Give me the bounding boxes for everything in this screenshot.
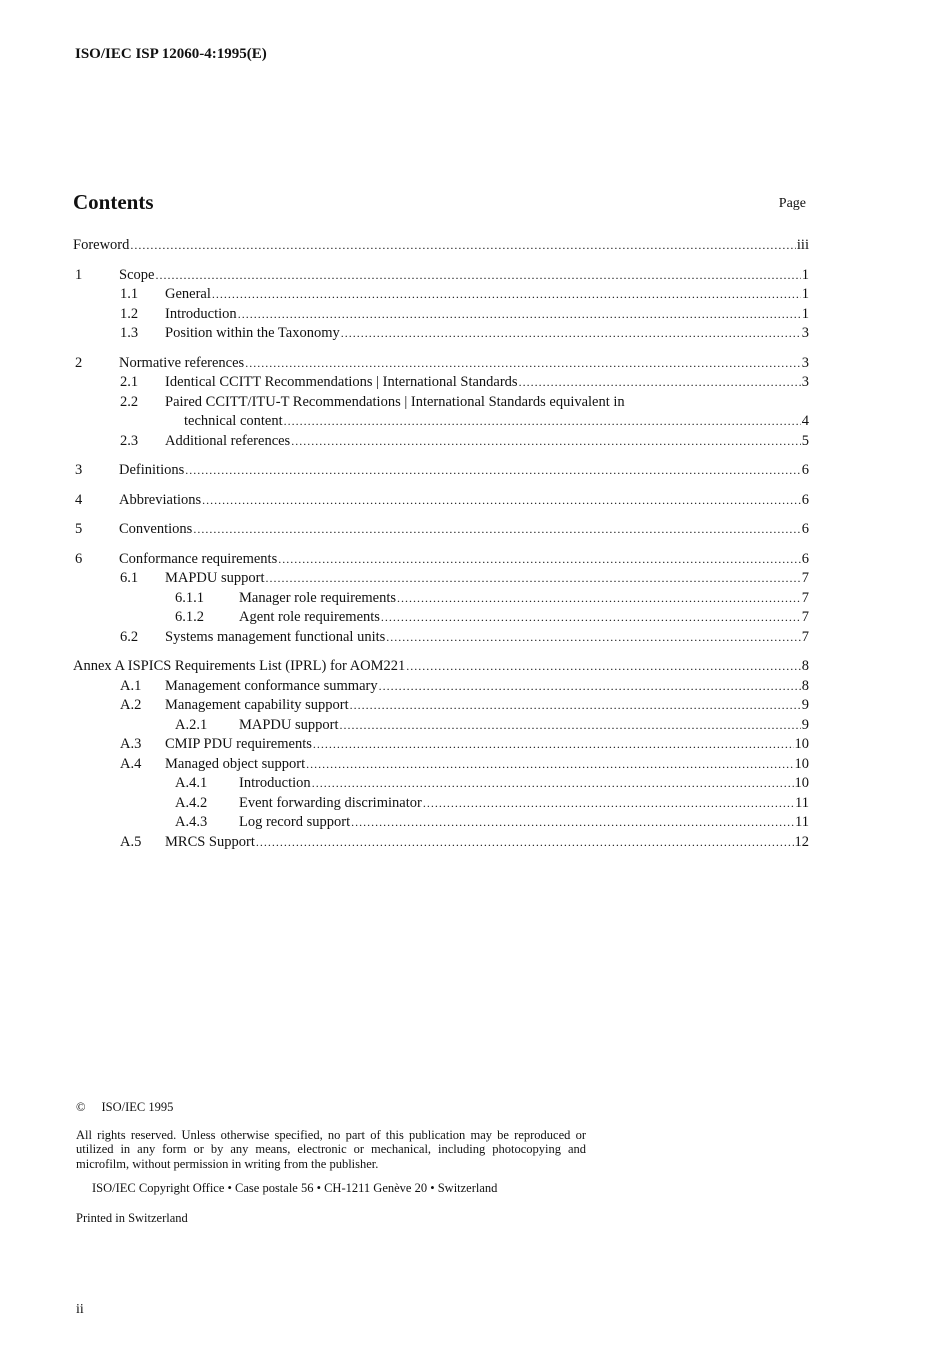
- toc-entry-number: A.2: [120, 697, 142, 713]
- toc-entry-page: 8: [801, 658, 809, 674]
- toc-entry[interactable]: [73, 324, 809, 344]
- toc-entry-number: 2.3: [120, 432, 139, 449]
- toc-entry-page: 3: [801, 325, 809, 341]
- toc-entry-number: A.4: [120, 755, 142, 772]
- toc-entry-page: 5: [801, 432, 809, 449]
- toc-dot-leader: [212, 285, 801, 305]
- toc-entry-page: 11: [795, 794, 809, 811]
- toc-entry[interactable]: [73, 285, 809, 305]
- rights-statement: All rights reserved. Unless otherwise specified, no part of this publication may be reproduced or utilized in any form or by any means, electronic or mechanical, including photocopying and microfilm, without permission in writing from the publisher.: [76, 1127, 586, 1171]
- toc-entry[interactable]: [73, 774, 809, 794]
- toc-entry-number: A.4.1: [175, 775, 208, 791]
- toc-entry-title: Log record support: [239, 814, 351, 830]
- toc-entry[interactable]: [73, 628, 809, 648]
- toc-entry-page: 12: [794, 833, 809, 850]
- toc-entry[interactable]: [73, 813, 809, 833]
- toc-entry-page: 6: [801, 521, 809, 537]
- toc-entry[interactable]: [73, 755, 809, 775]
- toc-dot-leader: [350, 696, 801, 716]
- toc-dot-leader: [312, 774, 794, 794]
- toc-dot-leader: [423, 794, 794, 814]
- toc-dot-leader: [185, 461, 801, 481]
- page-column-label: Page: [778, 196, 806, 211]
- toc-entry-title: Normative references: [119, 354, 245, 371]
- toc-entry-number: 2.2: [120, 393, 139, 410]
- toc-entry[interactable]: [73, 461, 809, 481]
- toc-entry-title: Definitions: [119, 462, 185, 478]
- toc-entry-title: Annex A ISPICS Requirements List (IPRL) for AOM221: [73, 658, 406, 674]
- toc-dot-leader: [193, 520, 800, 540]
- toc-entry-number: 2.1: [120, 374, 139, 390]
- toc-entry-title: Conventions: [119, 521, 193, 537]
- toc-entry-page: 6: [801, 491, 809, 508]
- toc-dot-leader: [238, 305, 801, 325]
- toc-entry-title: Manager role requirements: [239, 589, 397, 606]
- toc-entry-page: 7: [801, 589, 809, 606]
- toc-dot-leader: [256, 833, 794, 853]
- toc-entry-page: 6: [801, 550, 809, 567]
- toc-entry-number: 1.2: [120, 305, 139, 322]
- toc-entry[interactable]: [73, 266, 809, 286]
- toc-entry-title: Managed object support: [165, 755, 306, 772]
- toc-entry[interactable]: [73, 305, 809, 325]
- toc-dot-leader: [341, 324, 801, 344]
- toc-entry-title: Management capability support: [165, 697, 349, 713]
- toc-dot-leader: [266, 569, 801, 589]
- toc-entry[interactable]: [73, 432, 809, 452]
- toc-entry-title: General: [165, 286, 211, 302]
- toc-entry-number: 5: [75, 521, 83, 537]
- toc-dot-leader: [155, 266, 800, 286]
- toc-entry-title: Agent role requirements: [239, 609, 380, 625]
- printed-in: Printed in Switzerland: [76, 1210, 188, 1225]
- toc-entry-title: Position within the Taxonomy: [165, 325, 340, 341]
- toc-entry-title: Introduction: [239, 775, 311, 791]
- toc-entry-page: 9: [801, 697, 809, 713]
- toc-entry-title: Conformance requirements: [119, 550, 278, 567]
- toc-entry-title: Management conformance summary: [165, 677, 378, 694]
- toc-entry[interactable]: [73, 696, 809, 716]
- toc-entry-page: 7: [801, 628, 809, 645]
- toc-entry[interactable]: [73, 677, 809, 697]
- toc-entry-number: 6.1.1: [175, 589, 204, 606]
- toc-dot-leader: [519, 373, 801, 393]
- toc-entry[interactable]: [73, 412, 809, 432]
- contents-heading: Contents: [73, 190, 154, 214]
- toc-entry-page: 3: [801, 374, 809, 390]
- toc-dot-leader: [340, 716, 801, 736]
- toc-entry-page: 1: [801, 266, 809, 283]
- toc-entry-page: 6: [801, 462, 809, 478]
- toc-entry[interactable]: [73, 569, 809, 589]
- toc-entry[interactable]: [73, 491, 809, 511]
- toc-entry-number: A.4.3: [175, 814, 208, 830]
- toc-entry-title: MRCS Support: [165, 833, 255, 850]
- toc-entry[interactable]: [73, 794, 809, 814]
- toc-entry[interactable]: [73, 833, 809, 853]
- toc-entry-page: iii: [796, 237, 809, 253]
- toc-dot-leader: [381, 608, 801, 628]
- toc-entry-number: 6.2: [120, 628, 139, 645]
- toc-dot-leader: [313, 735, 794, 755]
- toc-entry-title: Foreword: [73, 237, 130, 253]
- toc-entry-page: 4: [801, 413, 809, 429]
- toc-entry-title: MAPDU support: [239, 716, 339, 733]
- toc-entry-title: Event forwarding discriminator: [239, 794, 422, 811]
- copyright-footer: [76, 1100, 586, 1225]
- toc-entry-title: Introduction: [165, 305, 237, 322]
- toc-entry-page: 3: [801, 354, 809, 371]
- table-of-contents: [73, 236, 809, 852]
- document-id-header: ISO/IEC ISP 12060-4:1995(E): [75, 46, 267, 62]
- toc-entry-title: MAPDU support: [165, 570, 265, 586]
- toc-entry-title: CMIP PDU requirements: [165, 736, 312, 752]
- toc-entry-number: A.3: [120, 736, 142, 752]
- toc-entry-number: 2: [75, 354, 83, 371]
- toc-entry-number: 6: [75, 550, 83, 567]
- toc-entry-title: technical content: [184, 413, 283, 429]
- toc-dot-leader: [284, 412, 801, 432]
- toc-entry-title: Systems management functional units: [165, 628, 386, 645]
- toc-entry-number: 3: [75, 462, 83, 478]
- toc-entry-title: Abbreviations: [119, 491, 202, 508]
- toc-entry-page: 10: [794, 755, 809, 772]
- toc-entry-number: 1.3: [120, 325, 139, 341]
- toc-entry-title: Scope: [119, 266, 155, 283]
- toc-dot-leader: [245, 354, 801, 374]
- toc-dot-leader: [379, 677, 801, 697]
- toc-entry[interactable]: [73, 393, 809, 413]
- copyright-line: [76, 1100, 586, 1115]
- copyright-text: ISO/IEC 1995: [101, 1100, 174, 1114]
- toc-dot-leader: [130, 236, 796, 256]
- toc-dot-leader: [351, 813, 794, 833]
- toc-entry[interactable]: [73, 716, 809, 736]
- toc-entry[interactable]: [73, 657, 809, 677]
- copyright-office-address: ISO/IEC Copyright Office • Case postale 56 • CH-1211 Genève 20 • Switzerland: [92, 1181, 498, 1195]
- toc-entry-number: 6.1.2: [175, 609, 204, 625]
- copyright-symbol: ©: [76, 1100, 86, 1114]
- toc-entry-number: A.4.2: [175, 794, 208, 811]
- toc-entry[interactable]: [73, 550, 809, 570]
- toc-entry-number: 6.1: [120, 570, 139, 586]
- toc-entry-page: 1: [801, 305, 809, 322]
- toc-entry[interactable]: [73, 735, 809, 755]
- toc-entry-number: 1: [75, 266, 83, 283]
- page-number: ii: [76, 1302, 84, 1317]
- toc-entry-title: Identical CCITT Recommendations | International Standards: [165, 374, 518, 390]
- toc-entry-number: A.1: [120, 677, 142, 694]
- toc-entry-number: A.2.1: [175, 716, 208, 733]
- toc-entry[interactable]: [73, 354, 809, 374]
- toc-dot-leader: [406, 657, 800, 677]
- toc-entry-page: 11: [795, 814, 809, 830]
- toc-dot-leader: [291, 432, 801, 452]
- toc-dot-leader: [306, 755, 793, 775]
- toc-entry[interactable]: [73, 373, 809, 393]
- toc-entry-page: 10: [794, 775, 809, 791]
- toc-entry-page: 9: [801, 716, 809, 733]
- toc-dot-leader: [202, 491, 801, 511]
- toc-entry-page: 8: [801, 677, 809, 694]
- toc-entry-number: A.5: [120, 833, 142, 850]
- toc-entry[interactable]: [73, 520, 809, 540]
- toc-entry[interactable]: [73, 608, 809, 628]
- toc-entry-title: Additional references: [165, 432, 291, 449]
- toc-dot-leader: [397, 589, 801, 609]
- toc-entry-title: Paired CCITT/ITU-T Recommendations | International Standards equivalent in: [165, 393, 625, 410]
- toc-entry-page: 7: [801, 570, 809, 586]
- toc-entry[interactable]: [73, 589, 809, 609]
- toc-dot-leader: [278, 550, 801, 570]
- toc-entry-page: 10: [794, 736, 809, 752]
- toc-entry[interactable]: [73, 236, 809, 256]
- toc-entry-number: 1.1: [120, 286, 139, 302]
- toc-entry-page: 1: [801, 286, 809, 302]
- toc-entry-number: 4: [75, 491, 83, 508]
- toc-dot-leader: [386, 628, 800, 648]
- toc-entry-page: 7: [801, 609, 809, 625]
